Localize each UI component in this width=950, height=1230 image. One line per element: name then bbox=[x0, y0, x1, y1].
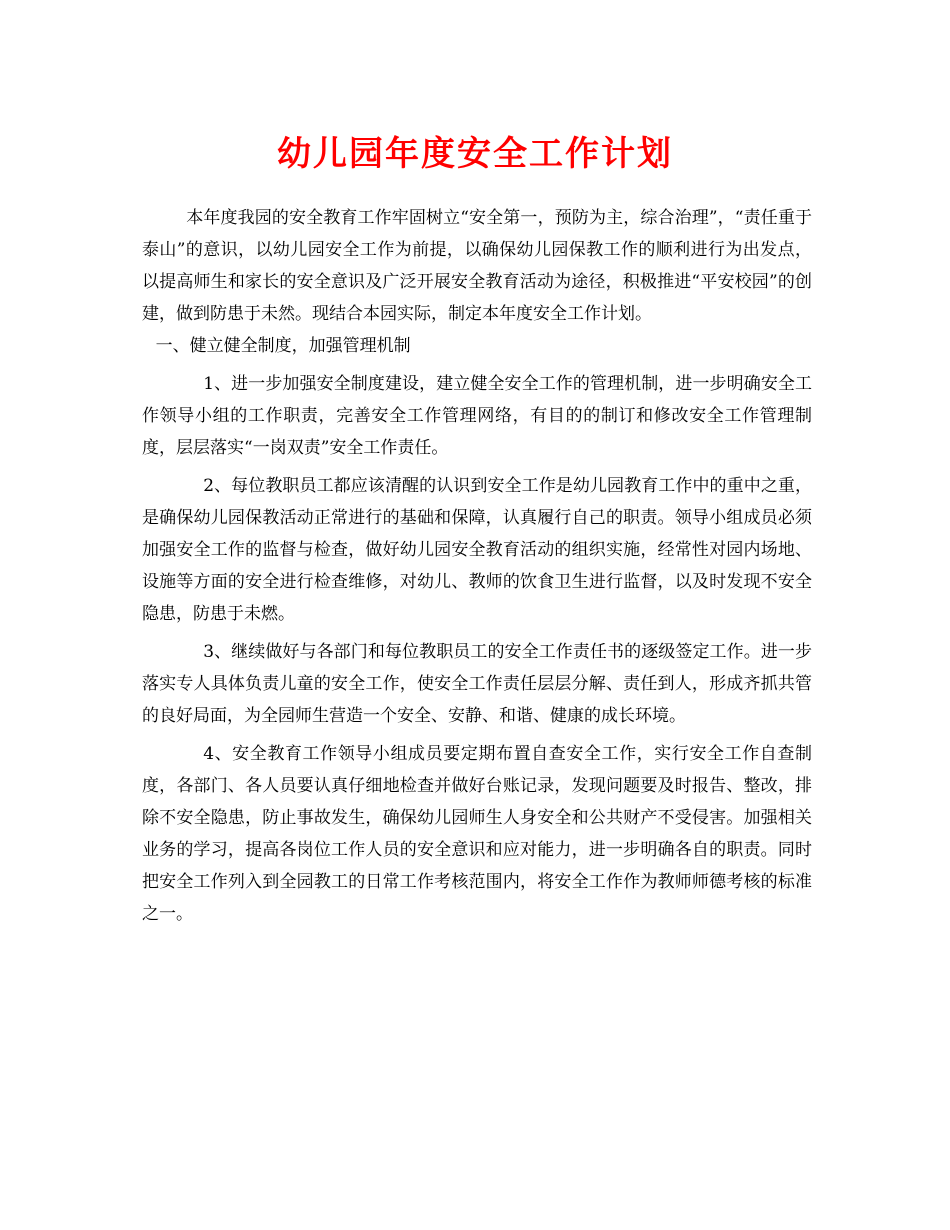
list-item: 4、安全教育工作领导小组成员要定期布置自查安全工作，实行安全工作自查制度，各部门、各人员要认真仔细地检查并做好台账记录，发现问题要及时报告、整改，排除不安全隐患，防止事故发生，确保幼儿园师生人身安全和公共财产不受侵害。加强相关业务的学习，提高各岗位工作人员的安全意识和应对能力，进一步明确各自的职责。同时把安全工作列入到全园教工的日常工作考核范围内，将安全工作作为教师师德考核的标准之一。 bbox=[142, 744, 812, 924]
document-body bbox=[142, 202, 812, 930]
list-item: 3、继续做好与各部门和每位教职员工的安全工作责任书的逐级签定工作。进一步落实专人具体负责儿童的安全工作，使安全工作责任层层分解、责任到人，形成齐抓共管的良好局面，为全园师生营造一个安全、安静、和谐、健康的成长环境。 bbox=[142, 642, 812, 726]
section-heading: 一、健立健全制度，加强管理机制 bbox=[155, 336, 411, 356]
list-item: 1、进一步加强安全制度建设，建立健全安全工作的管理机制，进一步明确安全工作领导小组的工作职责，完善安全工作管理网络，有目的的制订和修改安全工作管理制度，层层落实“一岗双责”安全工作责任。 bbox=[142, 374, 812, 458]
document-title: 幼儿园年度安全工作计划 bbox=[277, 134, 673, 174]
list-item: 2、每位教职员工都应该清醒的认识到安全工作是幼儿园教育工作中的重中之重，是确保幼儿园保教活动正常进行的基础和保障，认真履行自己的职责。领导小组成员必须加强安全工作的监督与检查，做好幼儿园安全教育活动的组织实施，经常性对园内场地、设施等方面的安全进行检查维修，对幼儿、教师的饮食卫生进行监督，以及时发现不安全隐患，防患于未燃。 bbox=[142, 476, 812, 624]
intro-paragraph: 本年度我园的安全教育工作牢固树立“安全第一，预防为主，综合治理”，“责任重于泰山”的意识，以幼儿园安全工作为前提，以确保幼儿园保教工作的顺利进行为出发点，以提高师生和家长的安全意识及广泛开展安全教育活动为途径，积极推进“平安校园”的创建，做到防患于未然。现结合本园实际，制定本年度安全工作计划。 bbox=[142, 208, 812, 324]
